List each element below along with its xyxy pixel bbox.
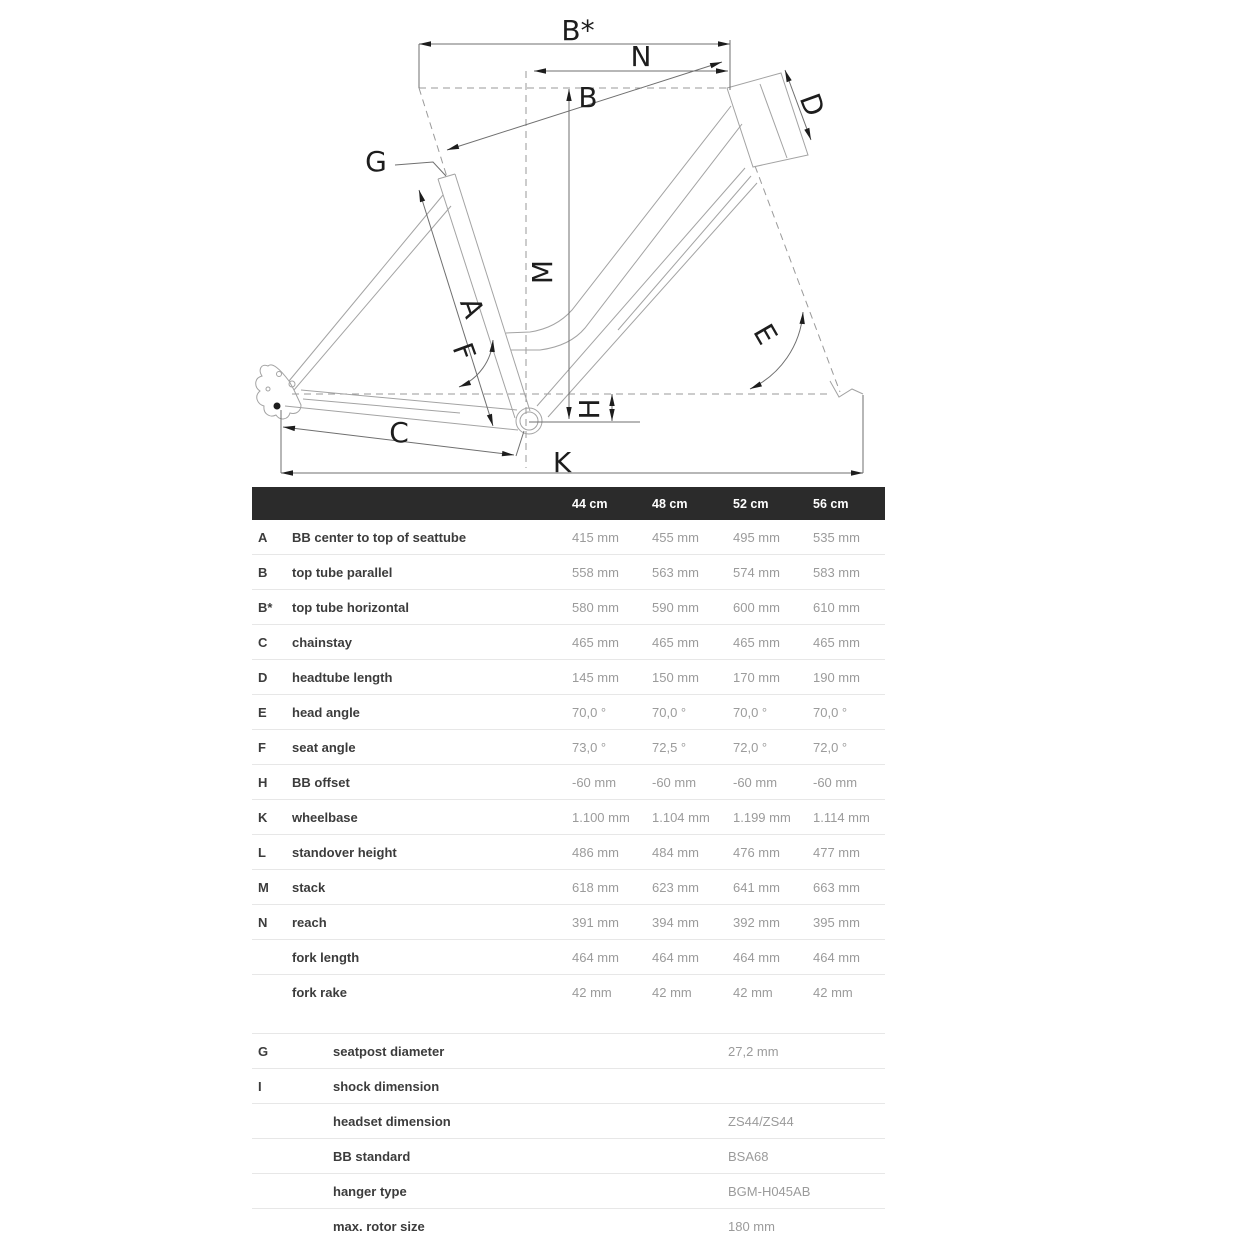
row-value: 535 mm: [813, 529, 860, 545]
row-value: ZS44/ZS44: [728, 1113, 794, 1129]
row-value: -60 mm: [652, 774, 697, 790]
label-seatpost: G: [365, 145, 387, 178]
row-value: 464 mm: [572, 949, 619, 965]
label-seat-angle: F: [445, 338, 483, 365]
row-letter: H: [258, 774, 268, 790]
toptube-upper-edge: [506, 106, 731, 333]
row-label: fork rake: [292, 984, 347, 1000]
geometry-table-rows: [252, 520, 885, 1009]
frame-outline: [256, 73, 863, 434]
row-value: 495 mm: [733, 529, 780, 545]
seatstay-lower-edge: [294, 206, 451, 390]
row-letter: E: [258, 704, 267, 720]
label-stack: M: [526, 259, 559, 285]
row-value: 72,0 °: [813, 739, 848, 755]
row-letter: K: [258, 809, 268, 825]
label-seattube-length: A: [453, 293, 491, 323]
row-value: 72,0 °: [733, 739, 768, 755]
seattube-top-face: [438, 174, 455, 179]
row-letter: I: [258, 1078, 262, 1094]
column-header-52cm: 52 cm: [733, 496, 769, 511]
seatpost-leader-line: [395, 162, 446, 176]
downtube-upper-edge: [537, 168, 745, 406]
table-row: [252, 624, 885, 659]
headtube-inner-line: [760, 84, 787, 158]
row-letter: L: [258, 844, 266, 860]
table-row: [252, 554, 885, 589]
column-header-56cm: 56 cm: [813, 496, 849, 511]
table-row: [252, 589, 885, 624]
row-value: 73,0 °: [572, 739, 607, 755]
dimension-labels: [365, 14, 831, 479]
row-letter: D: [258, 669, 268, 685]
table-row: [252, 1068, 885, 1103]
row-value: 145 mm: [572, 669, 619, 685]
row-value: 70,0 °: [652, 704, 687, 720]
row-value: 392 mm: [733, 914, 780, 930]
geometry-table-header: [252, 487, 885, 520]
row-value: 477 mm: [813, 844, 860, 860]
row-letter: M: [258, 879, 269, 895]
row-value: 70,0 °: [813, 704, 848, 720]
row-value: 580 mm: [572, 599, 619, 615]
row-value: 42 mm: [572, 984, 612, 1000]
row-value: 486 mm: [572, 844, 619, 860]
row-value: 70,0 °: [572, 704, 607, 720]
row-value: 1.199 mm: [733, 809, 791, 825]
row-value: 42 mm: [733, 984, 773, 1000]
column-header-44cm: 44 cm: [572, 496, 608, 511]
rear-axle-point: [274, 403, 281, 410]
row-letter: N: [258, 914, 268, 930]
label-headtube-length: D: [792, 88, 832, 121]
row-value: 1.114 mm: [813, 809, 870, 825]
row-label: head angle: [292, 704, 360, 720]
seattube-axis-extension: [419, 88, 447, 177]
table-row: [252, 1138, 885, 1173]
bottom-bracket-inner: [520, 412, 538, 430]
table-row: [252, 764, 885, 799]
row-label: hanger type: [333, 1183, 407, 1199]
row-value: 394 mm: [652, 914, 699, 930]
dimension-lines: [281, 40, 863, 473]
table-row: [252, 904, 885, 939]
row-label: seatpost diameter: [333, 1043, 445, 1059]
table-row: [252, 659, 885, 694]
row-value: 583 mm: [813, 564, 860, 580]
row-value: 484 mm: [652, 844, 699, 860]
row-value: 558 mm: [572, 564, 619, 580]
table-row: [252, 974, 885, 1009]
row-value: 663 mm: [813, 879, 860, 895]
label-reach: N: [630, 40, 652, 73]
row-value: -60 mm: [572, 774, 617, 790]
row-label: fork length: [292, 949, 360, 965]
row-value: 27,2 mm: [728, 1043, 779, 1059]
row-label: chainstay: [292, 634, 352, 650]
row-label: headset dimension: [333, 1113, 451, 1129]
front-axle-notch: [830, 381, 863, 397]
geometry-tables: [252, 487, 885, 1236]
row-value: 610 mm: [813, 599, 860, 615]
row-label: BB offset: [292, 774, 350, 790]
table-row: [252, 1208, 885, 1236]
table-row: [252, 1033, 885, 1068]
row-value: 1.100 mm: [572, 809, 630, 825]
rear-dropout-outline: [256, 365, 301, 419]
label-wheelbase: K: [552, 446, 572, 479]
row-letter: F: [258, 739, 266, 755]
table-row: [252, 1103, 885, 1138]
row-value: 464 mm: [733, 949, 780, 965]
row-letter: A: [258, 529, 268, 545]
row-label: wheelbase: [292, 809, 358, 825]
row-value: 415 mm: [572, 529, 619, 545]
row-value: -60 mm: [733, 774, 778, 790]
row-letter: C: [258, 634, 268, 650]
frame-geometry-diagram: [0, 0, 1236, 487]
row-value: 618 mm: [572, 879, 619, 895]
row-letter: G: [258, 1043, 269, 1059]
row-value: 590 mm: [652, 599, 699, 615]
row-value: 476 mm: [733, 844, 780, 860]
row-value: 623 mm: [652, 879, 699, 895]
row-value: 465 mm: [813, 634, 860, 650]
spec-table-rows: [252, 1033, 885, 1236]
row-value: 170 mm: [733, 669, 780, 685]
row-value: BSA68: [728, 1148, 769, 1164]
table-row: [252, 520, 885, 554]
row-value: -60 mm: [813, 774, 858, 790]
row-value: 465 mm: [572, 634, 619, 650]
row-value: 190 mm: [813, 669, 860, 685]
row-value: 1.104 mm: [652, 809, 710, 825]
toptube-lower-edge: [511, 124, 742, 350]
row-label: BB center to top of seattube: [292, 529, 467, 545]
reference-lines: [292, 71, 840, 468]
row-value: 465 mm: [652, 634, 699, 650]
row-label: top tube horizontal: [292, 599, 409, 615]
row-value: 600 mm: [733, 599, 780, 615]
row-value: 563 mm: [652, 564, 699, 580]
row-value: 465 mm: [733, 634, 780, 650]
ext-line: [516, 431, 524, 456]
row-value: 395 mm: [813, 914, 860, 930]
label-top-tube-horizontal: B*: [561, 14, 595, 47]
row-value: 42 mm: [813, 984, 853, 1000]
label-top-tube-parallel: B: [578, 81, 598, 114]
frame-geometry-svg: [0, 0, 1236, 487]
column-header-48cm: 48 cm: [652, 496, 688, 511]
row-letter: B: [258, 564, 268, 580]
label-head-angle: E: [746, 318, 784, 351]
row-letter: B*: [258, 599, 273, 615]
row-label: BB standard: [333, 1148, 411, 1164]
dropout-hole: [266, 387, 270, 391]
row-label: top tube parallel: [292, 564, 393, 580]
row-value: 455 mm: [652, 529, 699, 545]
row-label: shock dimension: [333, 1078, 440, 1094]
label-chainstay: C: [389, 416, 409, 449]
table-row: [252, 694, 885, 729]
seattube-right-edge: [455, 174, 530, 411]
row-value: 70,0 °: [733, 704, 768, 720]
table-row: [252, 834, 885, 869]
row-value: 464 mm: [813, 949, 860, 965]
label-bb-offset: H: [573, 398, 606, 420]
row-label: reach: [292, 914, 327, 930]
row-value: 72,5 °: [652, 739, 687, 755]
row-value: 180 mm: [728, 1218, 775, 1234]
table-row: [252, 799, 885, 834]
row-label: standover height: [292, 844, 397, 860]
dropout-hole: [277, 372, 282, 377]
table-row: [252, 1173, 885, 1208]
row-value: BGM-H045AB: [728, 1183, 811, 1199]
steering-axis: [755, 166, 840, 392]
headtube-outline: [727, 73, 808, 167]
row-value: 574 mm: [733, 564, 780, 580]
row-value: 391 mm: [572, 914, 619, 930]
row-label: headtube length: [292, 669, 393, 685]
row-value: 464 mm: [652, 949, 699, 965]
chainstay-inner-line: [303, 399, 460, 413]
row-value: 42 mm: [652, 984, 692, 1000]
table-row: [252, 939, 885, 974]
table-row: [252, 869, 885, 904]
row-value: 150 mm: [652, 669, 699, 685]
row-label: stack: [292, 879, 326, 895]
row-label: max. rotor size: [333, 1218, 425, 1234]
seatstay-upper-edge: [289, 195, 443, 381]
row-label: seat angle: [292, 739, 356, 755]
table-row: [252, 729, 885, 764]
row-value: 641 mm: [733, 879, 780, 895]
